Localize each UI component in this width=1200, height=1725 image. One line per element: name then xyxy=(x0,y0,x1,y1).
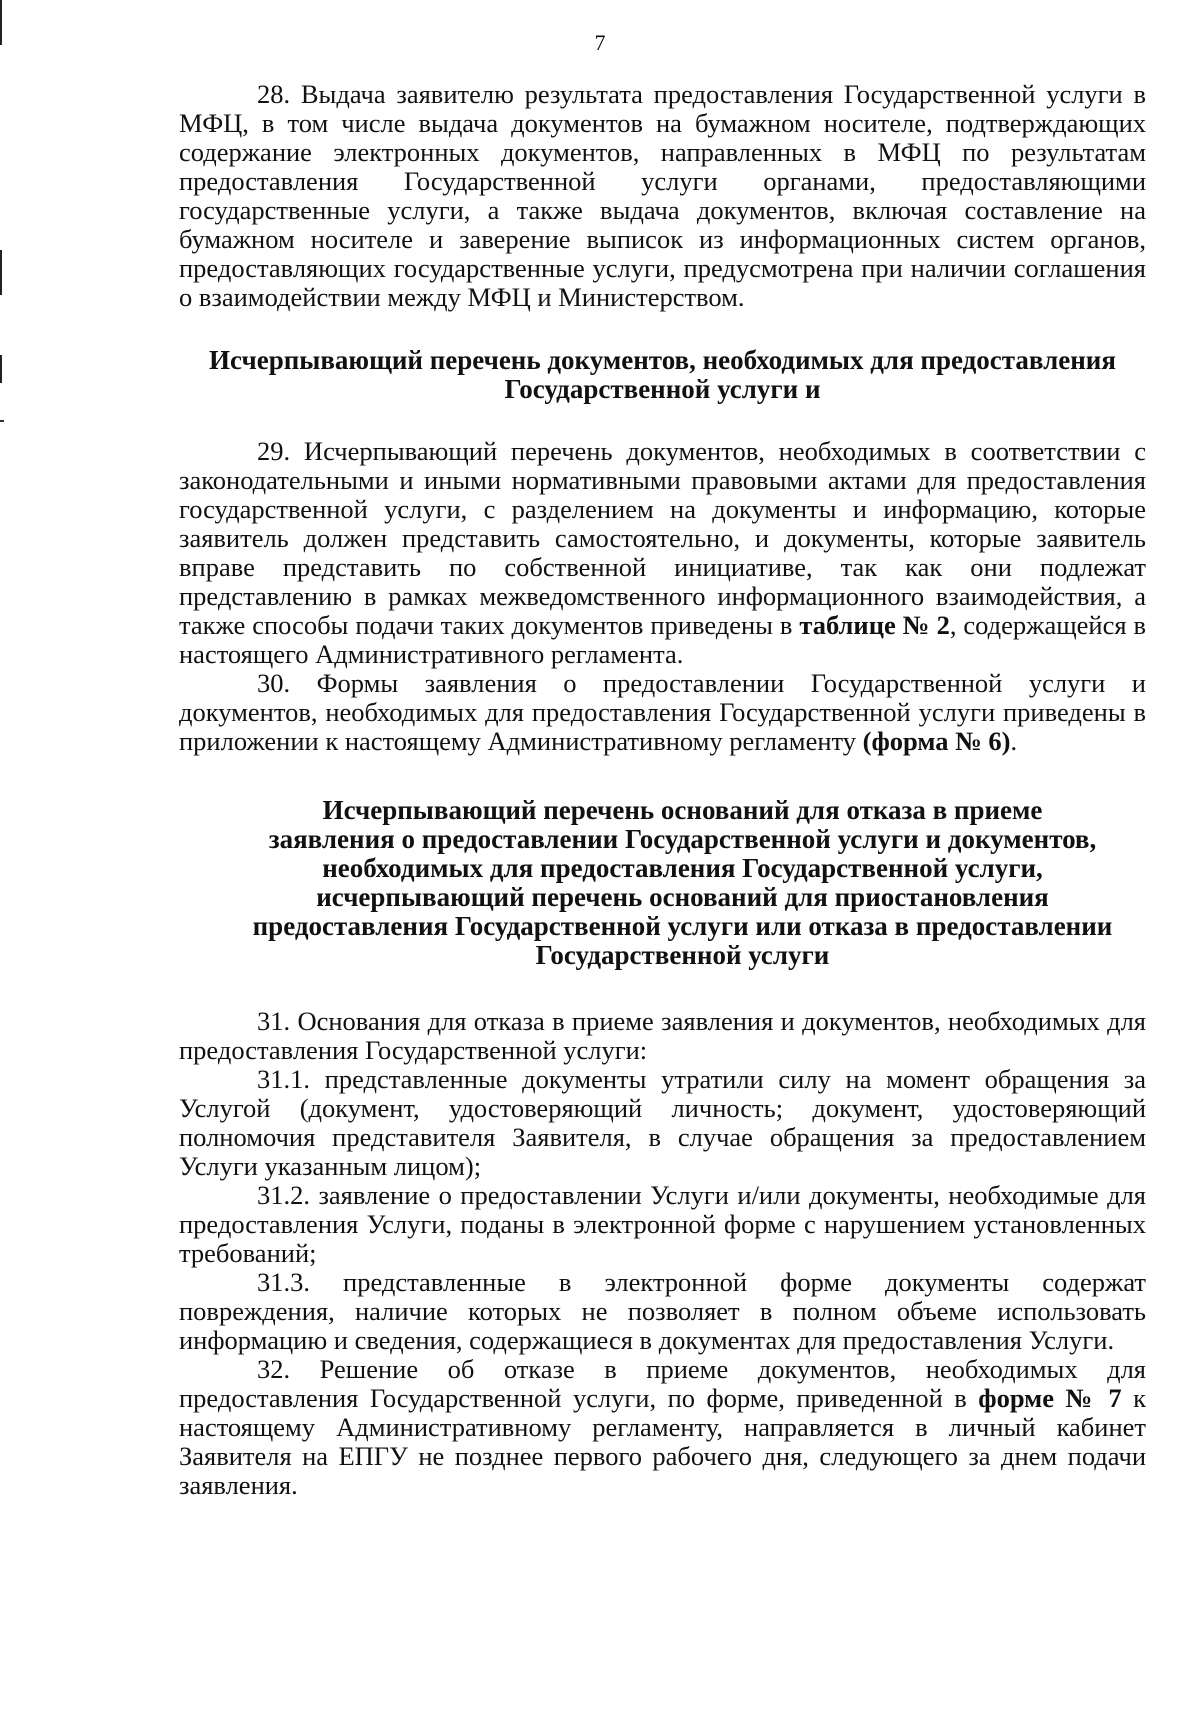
paragraph-28: 28. Выдача заявителю результата предоставления Государственной услуги в МФЦ, в том числе выдача документов на бумажном носителе, подтверждающих содержание электронных документов, направленных в МФЦ по результатам предоставления Государственной услуги органами, предоставляющими государственные услуги, а также выдача документов, включая составление на бумажном носителе и заверение выписок из информационных систем органов, предоставляющих государственные услуги, предусмотрена при наличии соглашения о взаимодействии между МФЦ и Министерством. xyxy=(179,79,1146,312)
scan-edge-mark xyxy=(0,250,2,295)
paragraph-30-text-end: . xyxy=(1010,726,1018,756)
page-number: 7 xyxy=(594,30,606,55)
heading-line: необходимых для предоставления Государственной услуги, xyxy=(322,853,1043,883)
heading-line: исчерпывающий перечень оснований для приостановления xyxy=(316,882,1049,912)
document-body xyxy=(179,80,1146,1500)
form-6-reference: (форма № 6) xyxy=(862,726,1011,756)
paragraph-30 xyxy=(179,669,1146,756)
paragraph-31-3: 31.3. представленные в электронной форме документы содержат повреждения, наличие которых не позволяет в полном объеме использовать информацию и сведения, содержащиеся в документах для предоставления Услуги. xyxy=(179,1267,1146,1355)
heading-line: заявления о предоставлении Государственной услуги и документов, xyxy=(268,824,1097,854)
section-heading-refusal-grounds xyxy=(179,796,1146,970)
paragraph-32-text: 32. Решение об отказе в приеме документов, необходимых для предоставления Государственной услуги, по форме, приведенной в xyxy=(179,1354,1146,1413)
paragraph-29-text: 29. Исчерпывающий перечень документов, необходимых в соответствии с законодательными и иными нормативными правовыми актами для предоставления государственной услуги, с разделением на документы и информацию, которые заявитель должен представить самостоятельно, и документы, которые заявитель вправе представить по собственной инициативе, так как они подлежат представлению в рамках межведомственного информационного взаимодействия, а также способы подачи таких документов приведены в xyxy=(179,436,1146,640)
form-7-reference: форме № 7 xyxy=(978,1383,1122,1413)
section-heading-documents: Исчерпывающий перечень документов, необходимых для предоставления Государственной услуги и xyxy=(209,345,1116,404)
heading-line: предоставления Государственной услуги или отказа в предоставлении xyxy=(252,911,1113,941)
scan-edge-mark xyxy=(0,355,2,383)
paragraph-31-2: 31.2. заявление о предоставлении Услуги и/или документы, необходимые для предоставления Услуги, поданы в электронной форме с нарушением установленных требований; xyxy=(179,1180,1146,1268)
heading-line: Исчерпывающий перечень оснований для отказа в приеме xyxy=(322,795,1043,825)
paragraph-32 xyxy=(179,1355,1146,1500)
paragraph-31-1: 31.1. представленные документы утратили силу на момент обращения за Услугой (документ, удостоверяющий личность; документ, удостоверяющий полномочия представителя Заявителя, в случае обращения за предоставлением Услуги указанным лицом); xyxy=(179,1064,1146,1181)
paragraph-31: 31. Основания для отказа в приеме заявления и документов, необходимых для предоставления Государственной услуги: xyxy=(179,1006,1146,1065)
paragraph-32-text-end: к настоящему Административному регламенту, направляется в личный кабинет Заявителя на ЕПГУ не позднее первого рабочего дня, следующего за днем подачи заявления. xyxy=(179,1383,1146,1500)
heading-line: Государственной услуги xyxy=(535,940,830,970)
table-2-reference: таблице № 2 xyxy=(799,610,950,640)
paragraph-30-text: 30. Формы заявления о предоставлении Государственной услуги и документов, необходимых для предоставления Государственной услуги приведены в приложении к настоящему Административному регламенту xyxy=(179,668,1146,756)
paragraph-29-text-end: , содержащейся в настоящего Административного регламента. xyxy=(179,610,1146,669)
scan-edge-tick xyxy=(0,420,4,422)
paragraph-29 xyxy=(179,437,1146,669)
